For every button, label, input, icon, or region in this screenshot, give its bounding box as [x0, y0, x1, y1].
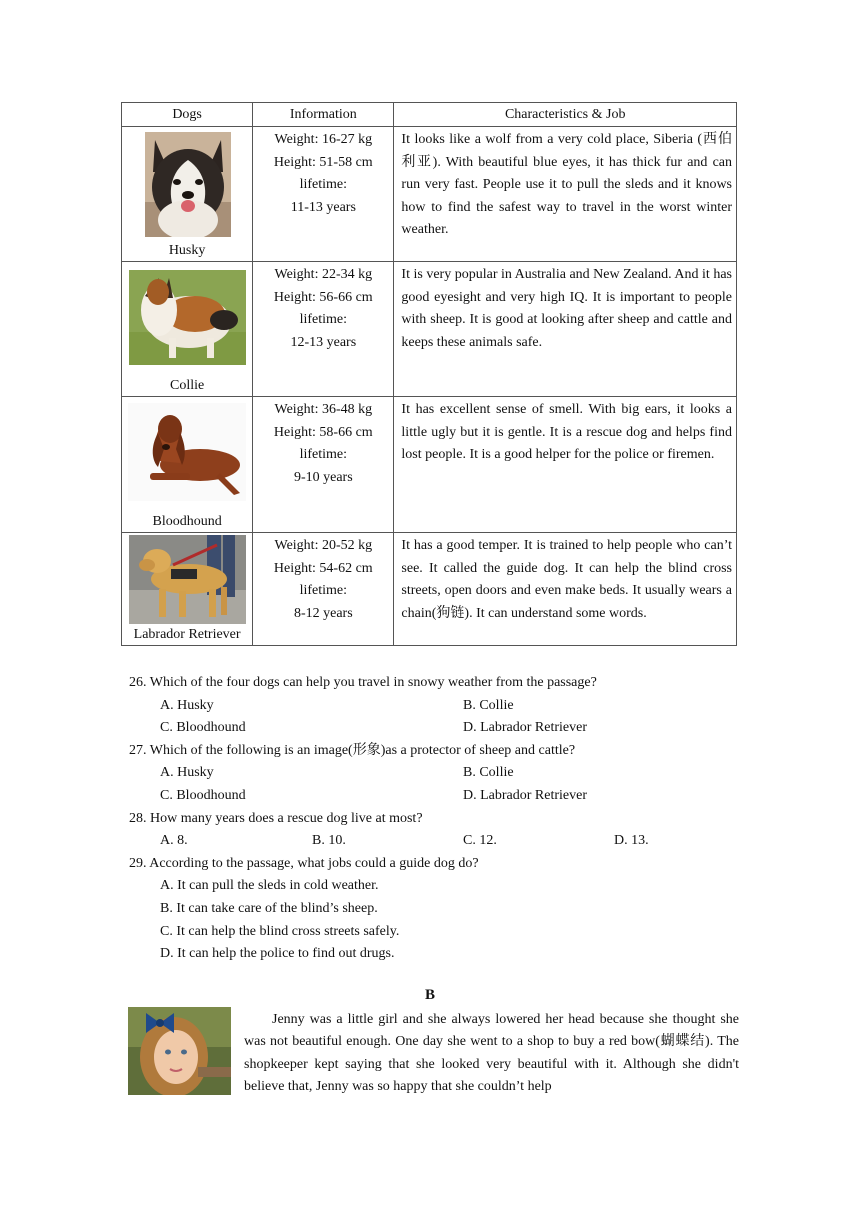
weight-text: Weight: 16-27 kg	[274, 132, 373, 147]
height-text: Height: 58-66 cm	[273, 424, 373, 440]
dog-image-cell	[122, 127, 253, 262]
question-27: 27. Which of the following is an image(形象)as a protector of sheep and cattle?	[129, 742, 576, 758]
section-heading: B	[424, 987, 435, 1003]
dog-description: It has excellent sense of smell. With big ears, it looks a little ugly but it is gentle. It is a rescue dog and helps find lost people. It is a good helper for the police or firemen.	[394, 397, 737, 533]
table-row	[122, 397, 737, 533]
header-characteristics: Characteristics & Job	[394, 103, 737, 127]
options-row	[129, 762, 749, 785]
height-text: Height: 54-62 cm	[273, 560, 373, 576]
dog-name: Husky	[168, 243, 206, 258]
height-text: Height: 56-66 cm	[273, 289, 373, 305]
option-c: C. 12.	[463, 833, 497, 849]
passage-b	[244, 1009, 739, 1099]
lifetime-label: lifetime:	[299, 312, 348, 328]
table-row	[122, 127, 737, 262]
lifetime-label: lifetime:	[299, 177, 348, 193]
weight-text: Weight: 22-34 kg	[274, 267, 373, 282]
question-26: 26. Which of the four dogs can help you travel in snowy weather from the passage?	[129, 675, 597, 690]
option-b: B. Collie	[463, 765, 514, 781]
girl-photo	[128, 1007, 231, 1095]
option-b: B. It can take care of the blind’s sheep.	[160, 900, 378, 916]
dog-image-cell	[122, 262, 253, 397]
lifetime-label: lifetime:	[299, 583, 348, 599]
options-row	[129, 695, 749, 718]
options-row	[129, 717, 749, 740]
option-c: C. It can help the blind cross streets safely.	[160, 923, 400, 939]
dog-description: It has a good temper. It is trained to help people who can’t see. It called the guide dog. It can help the blind cross streets, open doors and even make beds. It usually wears a chain(狗链). It can understand some words.	[394, 533, 737, 646]
option-a: A. 8.	[160, 833, 188, 849]
options-row	[129, 785, 749, 808]
dog-name: Bloodhound	[152, 514, 222, 529]
dog-info-cell	[253, 127, 394, 262]
option-d: D. 13.	[614, 833, 649, 849]
dog-name: Labrador Retriever	[133, 627, 241, 642]
bloodhound-photo	[128, 403, 246, 501]
dog-image-cell	[122, 533, 253, 646]
header-dogs: Dogs	[122, 103, 253, 127]
weight-text: Weight: 20-52 kg	[274, 538, 373, 553]
labrador-photo	[129, 535, 246, 624]
option-c: C. Bloodhound	[160, 720, 246, 736]
dog-image-cell	[122, 397, 253, 533]
dog-info-cell	[253, 397, 394, 533]
table-row	[122, 533, 737, 646]
husky-photo	[145, 132, 231, 237]
table-row	[122, 262, 737, 397]
table-header-row	[122, 103, 737, 127]
questions-section	[129, 672, 749, 966]
height-text: Height: 51-58 cm	[273, 154, 373, 170]
options-row	[129, 830, 749, 853]
dogs-table	[121, 102, 737, 646]
collie-photo	[129, 270, 246, 365]
passage-text: Jenny was a little girl and she always lowered her head because she thought she was not beautiful enough. One day she went to a shop to buy a red bow(蝴蝶结). The shopkeeper kept saying that she looked very beautiful with it. Although she didn't believe that, Jenny was so happy that she couldn’t help	[244, 1012, 739, 1095]
lifetime-label: lifetime:	[299, 447, 348, 463]
lifetime-value: 12-13 years	[290, 334, 357, 350]
dog-description: It is very popular in Australia and New Zealand. And it has good eyesight and very high IQ. It is important to people with sheep. It is good at looking after sheep and cattle and keeps these animals safe.	[394, 262, 737, 397]
option-b: B. Collie	[463, 697, 514, 713]
option-b: B. 10.	[312, 833, 346, 849]
dog-name: Collie	[169, 378, 205, 393]
header-information: Information	[253, 103, 394, 127]
option-d: D. Labrador Retriever	[463, 787, 587, 803]
weight-text: Weight: 36-48 kg	[274, 402, 373, 417]
dog-info-cell	[253, 533, 394, 646]
option-d: D. Labrador Retriever	[463, 720, 587, 736]
option-d: D. It can help the police to find out drugs.	[160, 946, 395, 962]
option-a: A. It can pull the sleds in cold weather.	[160, 878, 379, 894]
option-a: A. Husky	[160, 697, 214, 713]
dog-info-cell	[253, 262, 394, 397]
lifetime-value: 8-12 years	[293, 605, 353, 621]
dog-description: It looks like a wolf from a very cold place, Siberia (西伯利亚). With beautiful blue eyes, it has thick fur and can run very fast. People use it to pull the sleds and it knows how to find the safest way to travel in the worst winter weather.	[394, 127, 737, 262]
option-a: A. Husky	[160, 765, 214, 781]
question-28: 28. How many years does a rescue dog live at most?	[129, 810, 423, 826]
question-29: 29. According to the passage, what jobs could a guide dog do?	[129, 855, 479, 871]
lifetime-value: 11-13 years	[290, 199, 356, 215]
option-c: C. Bloodhound	[160, 787, 246, 803]
lifetime-value: 9-10 years	[293, 469, 353, 485]
